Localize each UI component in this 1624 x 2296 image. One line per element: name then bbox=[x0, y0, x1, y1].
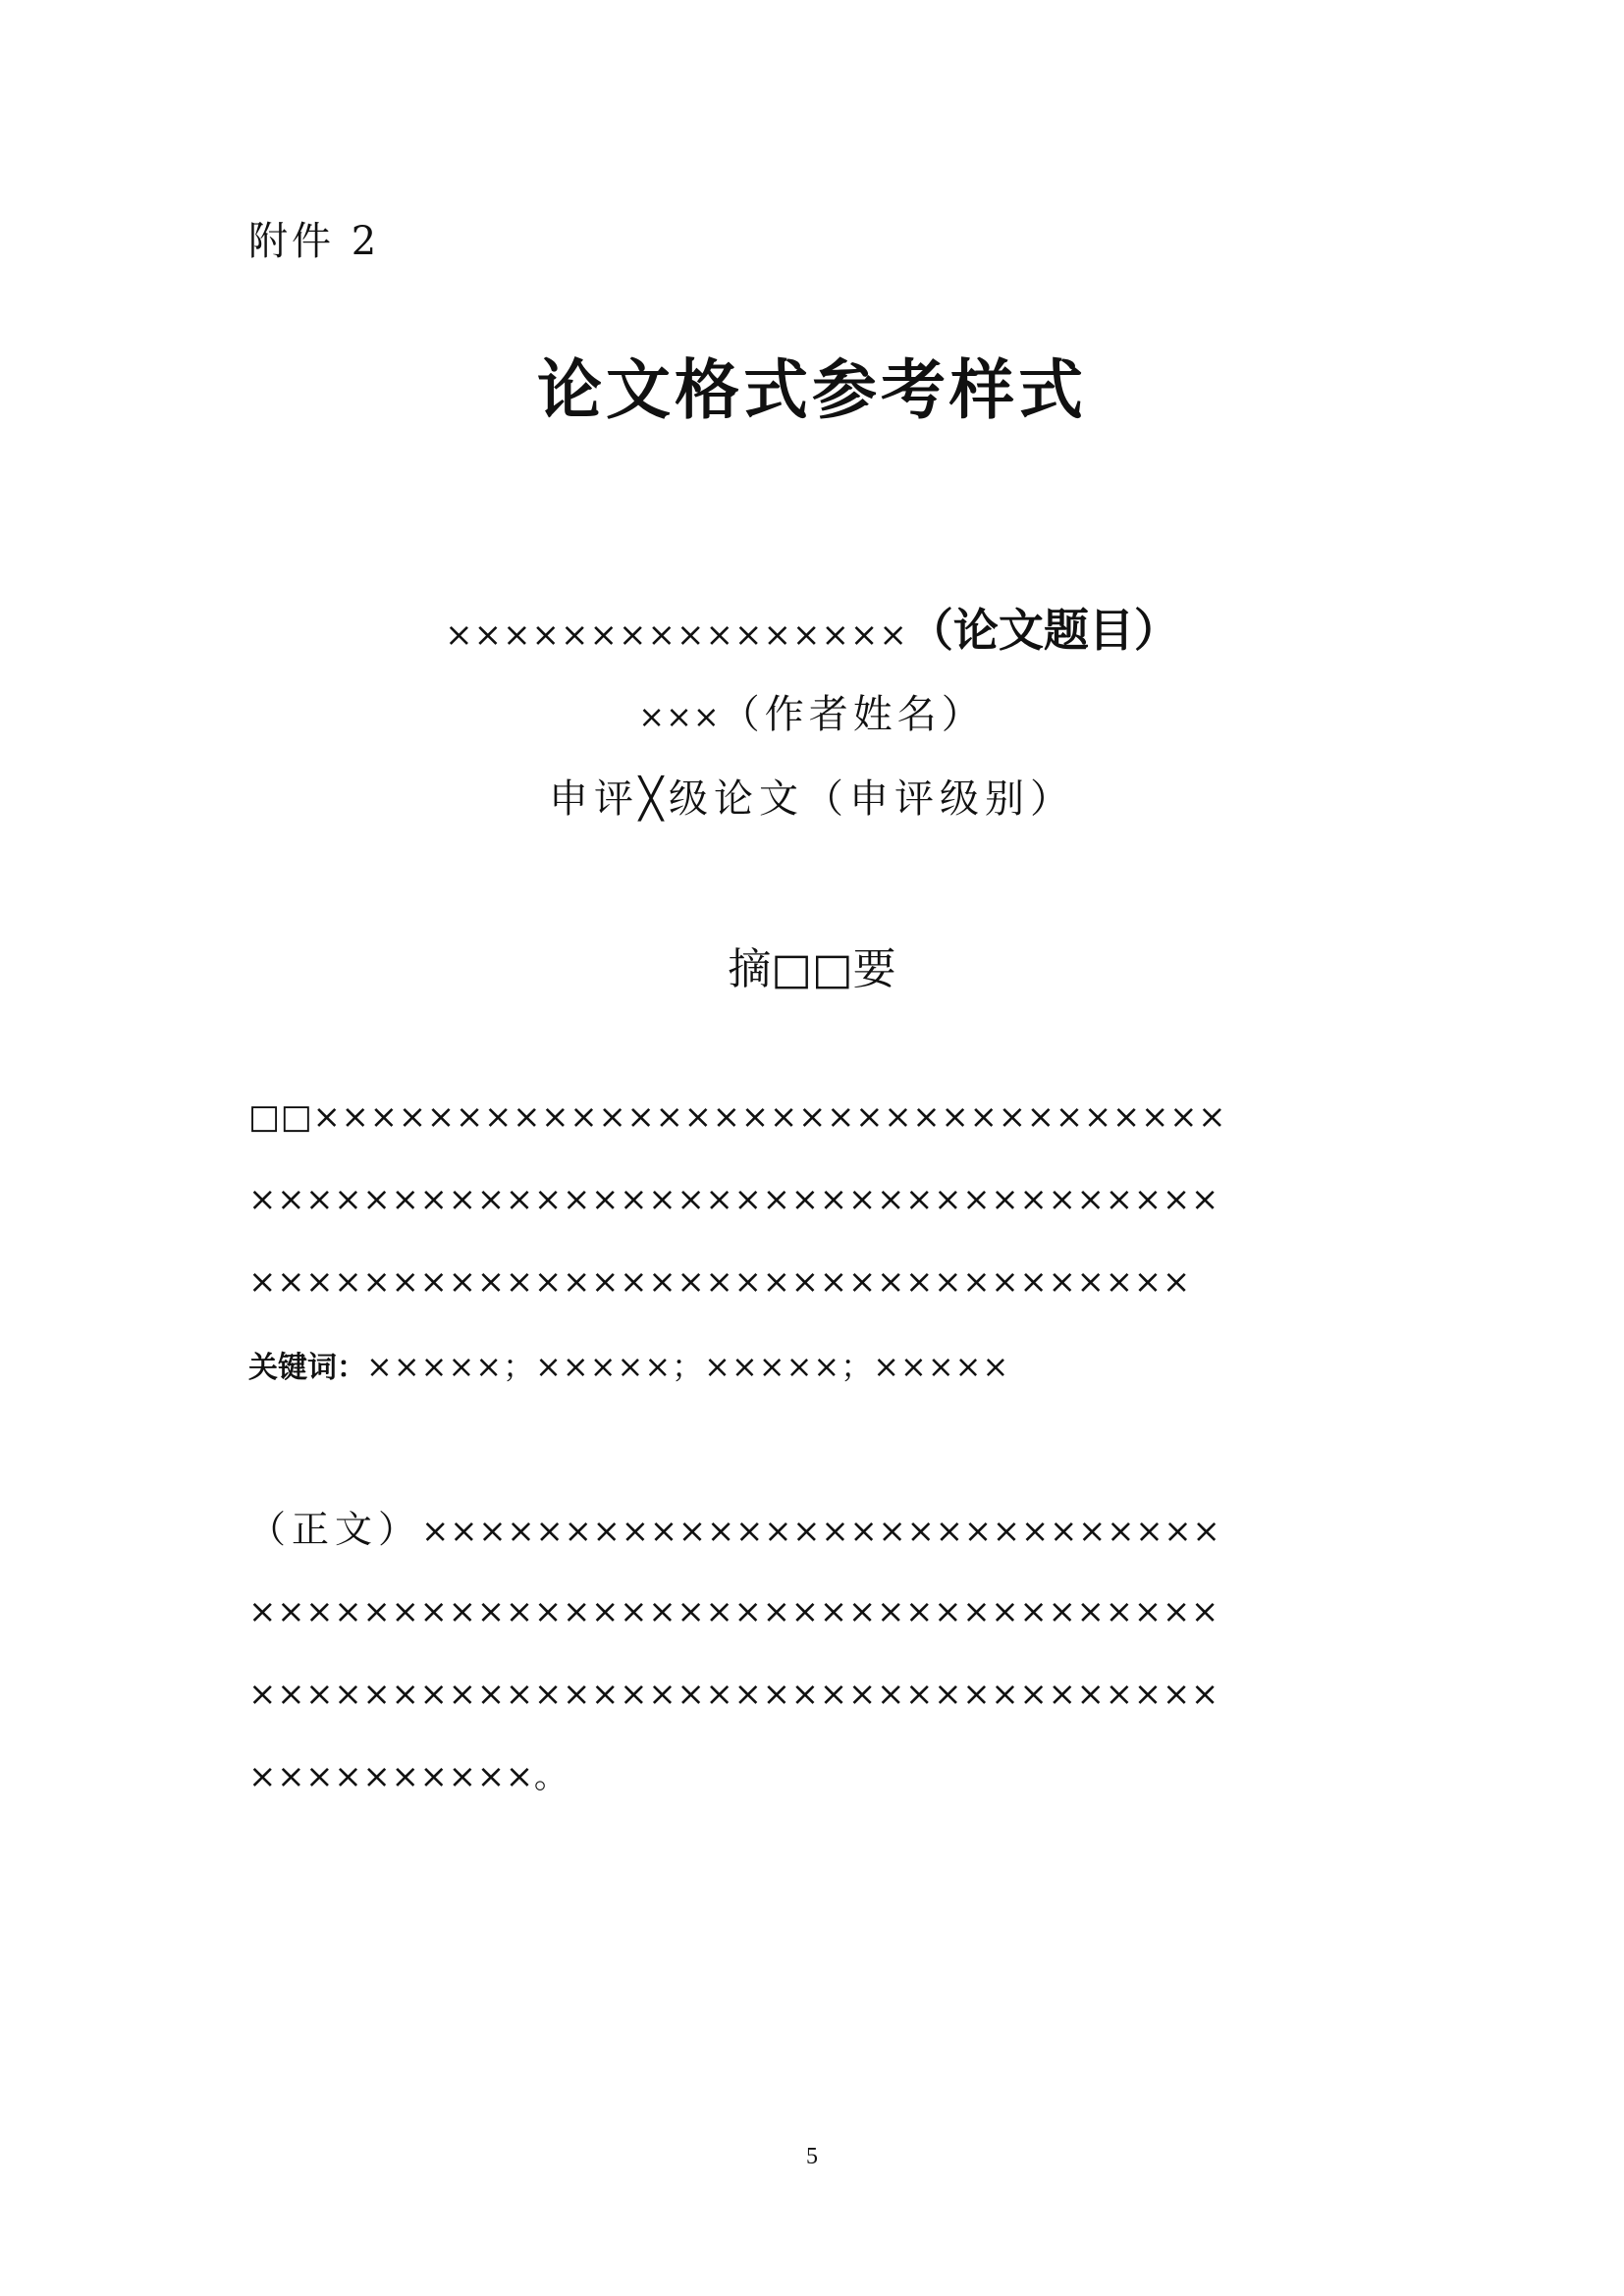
application-level-line: 申评╳级论文（申评级别） bbox=[548, 776, 1076, 822]
body-line: ×××××××××××××××××××××××××××××××××× bbox=[248, 1675, 1220, 1714]
body-line: ×××××××××××××××××××××××××××××××××× bbox=[248, 1592, 1220, 1631]
abstract-body bbox=[248, 1076, 1387, 1323]
abstract-line: □□×××××××××××××××××××××××××××××××× bbox=[248, 1097, 1227, 1137]
author-hint: （作者姓名） bbox=[720, 692, 986, 737]
body-line bbox=[248, 1488, 1387, 1571]
page-number: 5 bbox=[806, 2144, 818, 2169]
thesis-title-hint: （论文题目） bbox=[907, 604, 1179, 657]
keywords-values: ×××××；×××××；×××××；××××× bbox=[366, 1348, 1010, 1385]
abstract-line: ×××××××××××××××××××××××××××××××××× bbox=[248, 1180, 1220, 1219]
keywords-line bbox=[248, 1337, 1009, 1396]
body-lead-label: （正文） bbox=[248, 1508, 422, 1551]
attachment-label: 附件 2 bbox=[248, 219, 381, 264]
keywords-label: 关键词： bbox=[248, 1351, 366, 1385]
body-first-line-text: ×××××××××××××××××××××××××××× bbox=[421, 1512, 1221, 1551]
abstract-heading: 摘□□要 bbox=[728, 944, 896, 994]
author-line bbox=[0, 685, 1624, 746]
author-placeholder: ××× bbox=[638, 698, 721, 735]
thesis-title-line bbox=[0, 599, 1624, 667]
thesis-title-placeholder: ×××××××××××××××× bbox=[445, 615, 908, 655]
body-line: ××××××××××。 bbox=[248, 1757, 568, 1796]
document-title: 论文格式参考样式 bbox=[537, 351, 1087, 428]
abstract-line: ××××××××××××××××××××××××××××××××× bbox=[248, 1262, 1191, 1302]
body-text bbox=[248, 1488, 1387, 1818]
